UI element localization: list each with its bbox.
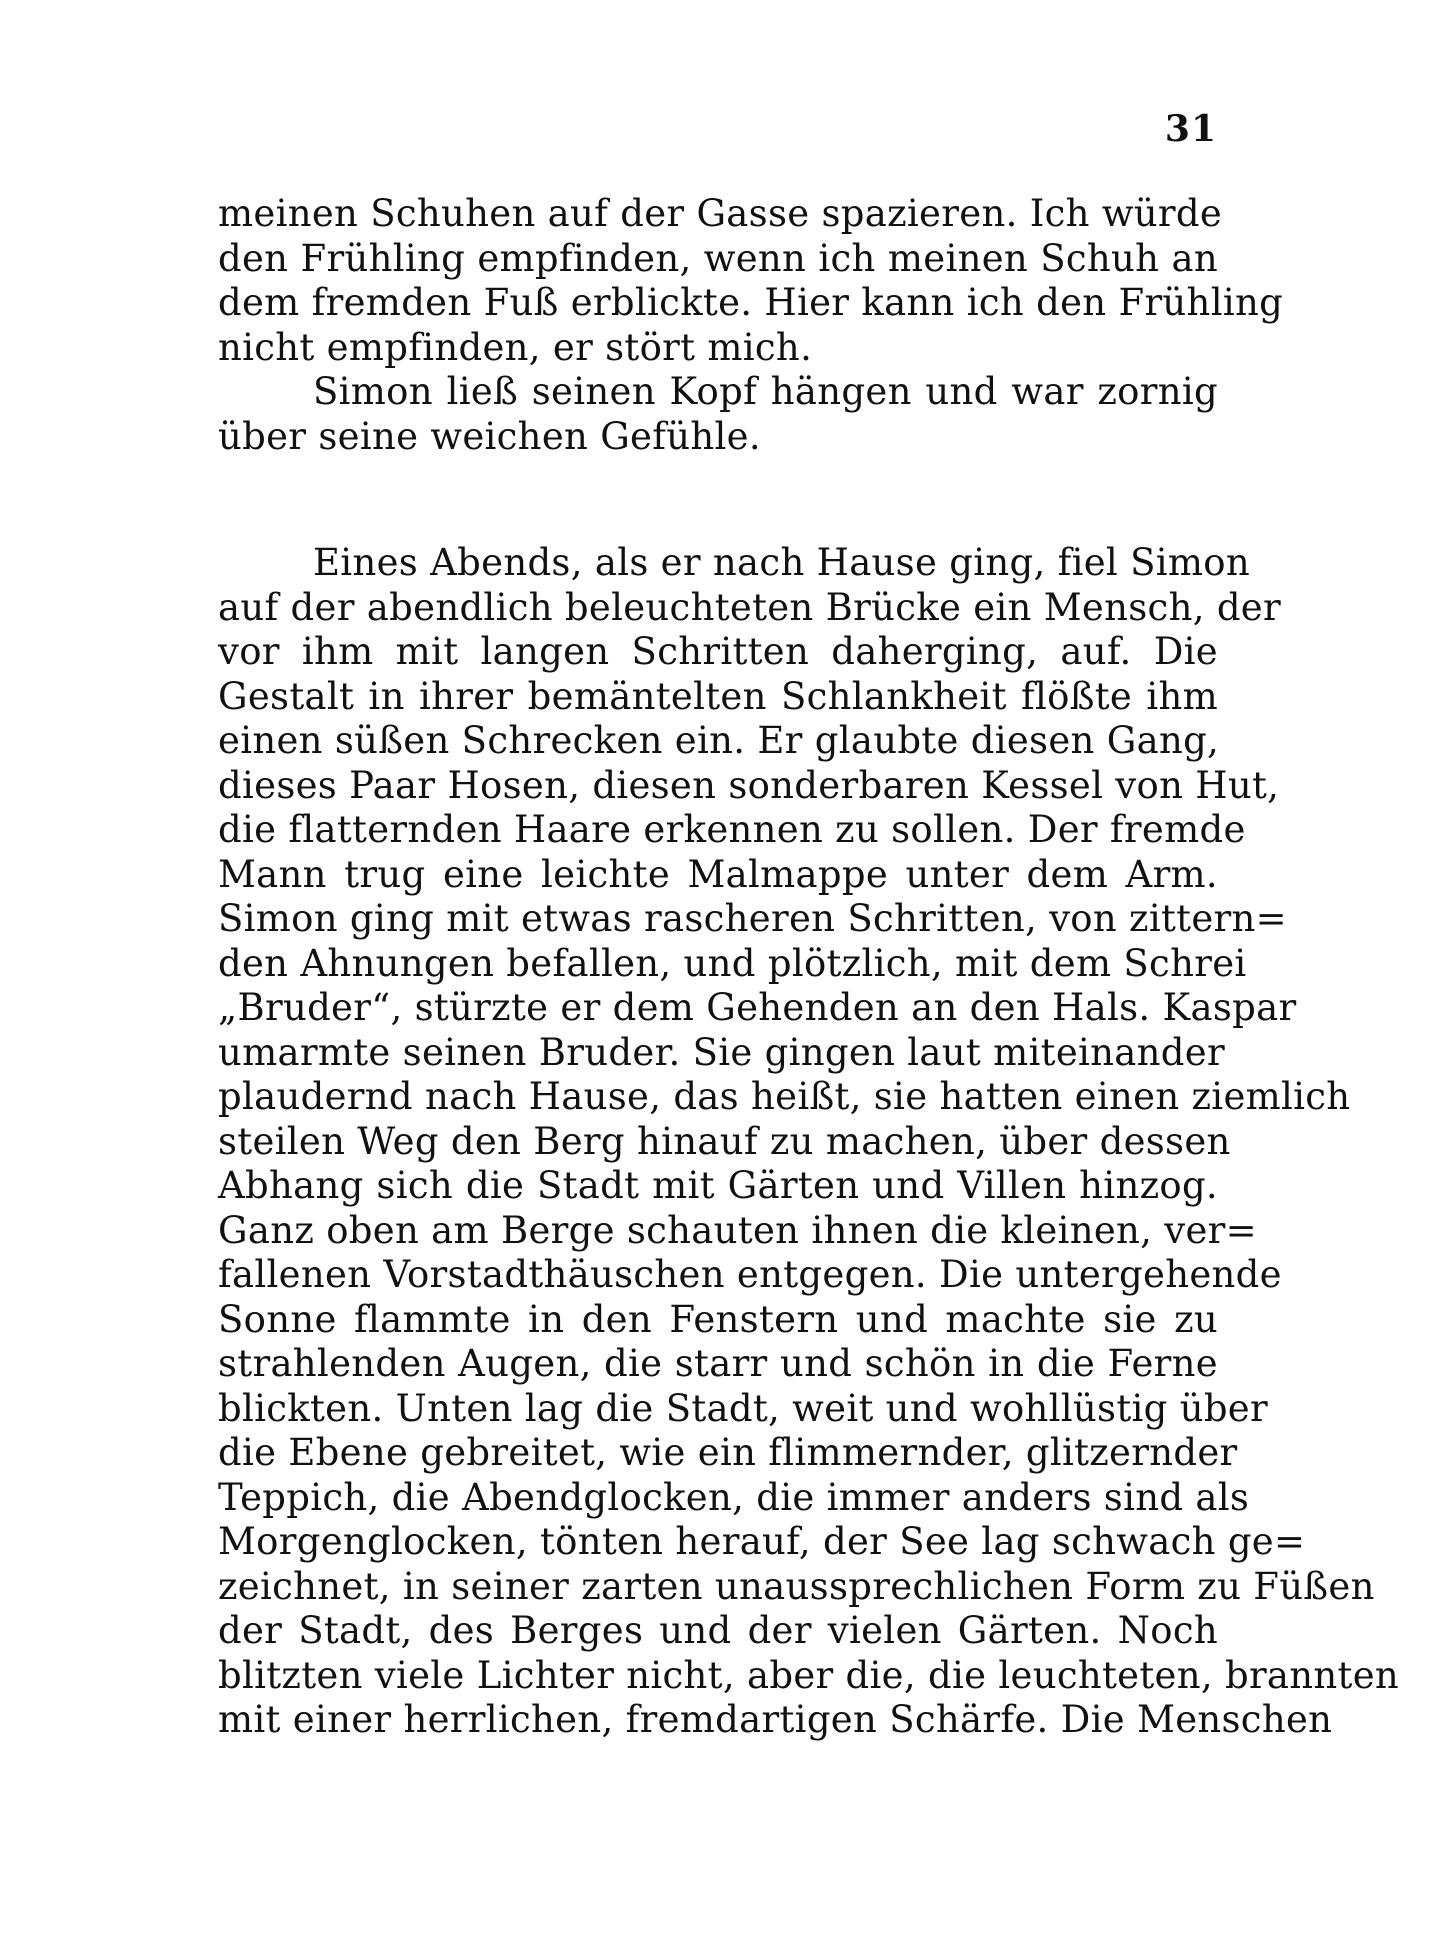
text-line: Mann trug eine leichte Malmappe unter dem Arm. [218, 852, 1218, 896]
text-line: Simon ging mit etwas rascheren Schritten, von zittern= [218, 897, 1287, 940]
text-line: Eines Abends, als er nach Hause ging, fiel Simon [313, 541, 1250, 584]
text-line: plaudernd nach Hause, das heißt, sie hatten einen ziemlich [218, 1075, 1351, 1118]
page-number: 31 [1164, 108, 1217, 150]
text-line: vor ihm mit langen Schritten daherging, auf. Die [218, 630, 1218, 673]
text-line: Gestalt in ihrer bemäntelten Schlankheit flößte ihm [218, 674, 1218, 718]
text-line: mit einer herrlichen, fremdartigen Schärfe. Die Menschen [218, 1698, 1333, 1741]
text-line: dem fremden Fuß erblickte. Hier kann ich den Frühling [218, 281, 1284, 324]
text-line: den Frühling empfinden, wenn ich meinen Schuh an [218, 236, 1218, 280]
paragraph [218, 192, 1284, 370]
text-line: Teppich, die Abendglocken, die immer anders sind als [218, 1475, 1250, 1519]
text-line: Morgenglocken, tönten herauf, der See lag schwach ge= [218, 1520, 1306, 1563]
text-line: über seine weichen Gefühle. [218, 414, 761, 458]
text-line: den Ahnungen befallen, und plötzlich, mit dem Schrei [218, 941, 1247, 985]
text-line: die flatternden Haare erkennen zu sollen. Der fremde [218, 808, 1246, 851]
section-break [218, 459, 1218, 541]
body-text [218, 192, 1400, 1743]
text-line: blitzten viele Lichter nicht, aber die, die leuchteten, brannten [218, 1653, 1400, 1697]
text-line: fallenen Vorstadthäuschen entgegen. Die untergehende [218, 1253, 1282, 1296]
text-line: Ganz oben am Berge schauten ihnen die kleinen, ver= [218, 1208, 1257, 1252]
text-line: meinen Schuhen auf der Gasse spazieren. Ich würde [218, 192, 1223, 235]
text-line: zeichnet, in seiner zarten unaussprechlichen Form zu Füßen [218, 1564, 1375, 1608]
text-line: die Ebene gebreitet, wie ein flimmernder, glitzernder [218, 1431, 1238, 1474]
text-line: steilen Weg den Berg hinauf zu machen, über dessen [218, 1119, 1231, 1163]
text-line: nicht empfinden, er stört mich. [218, 325, 813, 369]
text-line: blickten. Unten lag die Stadt, weit und wohllüstig über [218, 1386, 1268, 1430]
text-line: umarmte seinen Bruder. Sie gingen laut miteinander [218, 1030, 1225, 1074]
text-line: der Stadt, des Berges und der vielen Gärten. Noch [218, 1609, 1218, 1652]
text-line: auf der abendlich beleuchteten Brücke ein Mensch, der [218, 585, 1281, 629]
text-line: Simon ließ seinen Kopf hängen und war zornig [313, 370, 1218, 413]
paragraph [218, 541, 1400, 1743]
text-line: Abhang sich die Stadt mit Gärten und Villen hinzog. [218, 1164, 1218, 1207]
text-line: Sonne flammte in den Fenstern und machte sie zu [218, 1297, 1218, 1341]
text-line: einen süßen Schrecken ein. Er glaubte diesen Gang, [218, 719, 1220, 762]
text-line: „Bruder“, stürzte er dem Gehenden an den Hals. Kaspar [218, 986, 1297, 1029]
text-line: strahlenden Augen, die starr und schön in die Ferne [218, 1342, 1218, 1385]
paragraph [218, 370, 1218, 459]
text-line: dieses Paar Hosen, diesen sonderbaren Kessel von Hut, [218, 763, 1280, 807]
